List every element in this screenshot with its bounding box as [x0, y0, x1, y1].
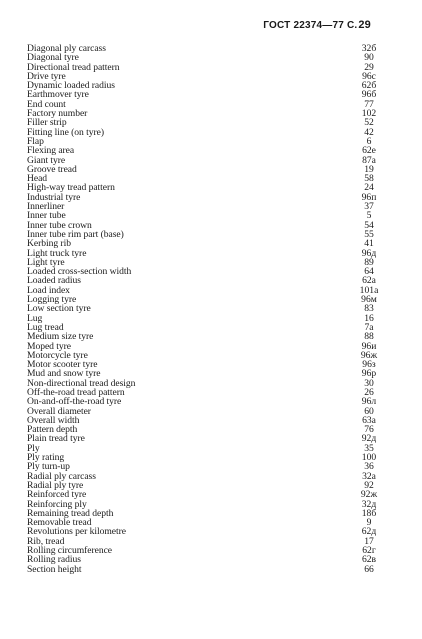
- index-ref-number: 41: [364, 238, 374, 250]
- index-term: Non-directional tread design: [27, 377, 136, 389]
- index-entry: [27, 109, 382, 118]
- index-term: Removable tread: [27, 517, 92, 529]
- index-term: Rolling radius: [27, 554, 81, 566]
- index-term: Motor scooter tyre: [27, 359, 98, 371]
- index-ref-number: 100: [361, 452, 377, 464]
- index-ref-number: 88: [364, 331, 374, 343]
- index-term: Loaded cross-section width: [27, 266, 132, 278]
- index-ref-number: 101а: [359, 284, 379, 296]
- index-term: Fitting line (on tyre): [27, 126, 104, 138]
- index-ref-number: 96з: [362, 359, 376, 371]
- index-ref-number: 87а: [362, 154, 376, 166]
- index-entry: [27, 332, 382, 341]
- index-ref-number: 102: [361, 108, 377, 120]
- index-entry: [27, 44, 382, 53]
- index-entry: [27, 276, 382, 285]
- index-term: Reinforced tyre: [27, 489, 87, 501]
- index-term: Diagonal tyre: [27, 52, 79, 64]
- index-entry: [27, 407, 382, 416]
- index-term: Rib, tread: [27, 535, 65, 547]
- index-term: Plain tread tyre: [27, 433, 85, 445]
- index-term: Loaded radius: [27, 275, 81, 287]
- index-ref-number: 17: [364, 535, 374, 547]
- index-ref-number: 77: [364, 98, 374, 110]
- index-term: Mud and snow tyre: [27, 368, 101, 380]
- index-ref-number: 36: [364, 461, 374, 473]
- index-term: Kerbing rib: [27, 238, 71, 250]
- index-term: Lug: [27, 312, 43, 324]
- index-entry: [27, 202, 382, 211]
- index-term: Dynamic loaded radius: [27, 80, 115, 92]
- index-ref-number: 76: [364, 424, 374, 436]
- index-term: Groove tread: [27, 163, 77, 175]
- index-term: Inner tube: [27, 210, 66, 222]
- index-ref-number: 19: [364, 163, 374, 175]
- index-ref-number: 96и: [361, 340, 377, 352]
- index-ref-number: 32д: [361, 498, 377, 510]
- index-term: Head: [27, 173, 48, 185]
- index-entry: [27, 453, 382, 462]
- index-term: Load index: [27, 284, 70, 296]
- index-term: Inner tube crown: [27, 219, 92, 231]
- index-term: Ply: [27, 442, 40, 454]
- index-ref-number: 96л: [361, 396, 377, 408]
- index-ref-number: 16: [364, 312, 374, 324]
- index-ref-number: 30: [364, 377, 374, 389]
- index-entry: [27, 183, 382, 192]
- term-index-list: [27, 44, 382, 574]
- index-ref-number: 62е: [362, 145, 376, 157]
- index-entry: [27, 137, 382, 146]
- index-ref-number: 55: [364, 228, 374, 240]
- index-ref-number: 18б: [361, 507, 377, 519]
- index-ref-number: 62б: [361, 80, 377, 92]
- index-term: Flap: [27, 135, 44, 147]
- index-term: Flexing area: [27, 145, 75, 157]
- standard-designation: ГОСТ 22374—77 С.: [263, 20, 358, 31]
- index-term: Revolutions per kilometre: [27, 526, 126, 538]
- index-ref-number: 35: [364, 442, 374, 454]
- index-entry: [27, 165, 382, 174]
- index-term: Logging tyre: [27, 294, 77, 306]
- index-ref-number: 92: [364, 479, 374, 491]
- index-term: Radial ply carcass: [27, 470, 96, 482]
- index-ref-number: 66: [364, 563, 374, 575]
- index-term: Motorcycle tyre: [27, 349, 88, 361]
- index-term: Diagonal ply carcass: [27, 43, 106, 54]
- page-number: 29: [358, 19, 371, 31]
- index-entry: [27, 314, 382, 323]
- index-entry: [27, 128, 382, 137]
- index-entry: [27, 565, 382, 574]
- index-ref-number: 63а: [362, 414, 376, 426]
- index-ref-number: 96м: [361, 294, 377, 306]
- index-term: Off-the-road tread pattern: [27, 386, 125, 398]
- index-term: On-and-off-the-road tyre: [27, 396, 122, 408]
- index-ref-number: 37: [364, 201, 374, 213]
- index-ref-number: 96д: [361, 247, 377, 259]
- index-ref-number: 9: [366, 517, 372, 529]
- index-term: Overall diameter: [27, 405, 91, 417]
- index-ref-number: 96б: [361, 89, 377, 101]
- index-entry: [27, 90, 382, 99]
- index-ref-number: 62д: [361, 526, 377, 538]
- index-term: Earthmover tyre: [27, 89, 89, 101]
- index-term: Factory number: [27, 108, 88, 120]
- index-ref-number: 96с: [362, 70, 376, 82]
- index-ref-number: 92д: [361, 433, 377, 445]
- index-term: Medium size tyre: [27, 331, 94, 343]
- index-entry: [27, 444, 382, 453]
- index-ref-number: 96р: [361, 368, 377, 380]
- index-term: Low section tyre: [27, 303, 91, 315]
- index-term: Pattern depth: [27, 424, 78, 436]
- index-entry: [27, 304, 382, 313]
- index-ref-number: 32а: [362, 470, 376, 482]
- index-term: Light truck tyre: [27, 247, 87, 259]
- index-term: Lug tread: [27, 321, 64, 333]
- index-term: Inner tube rim part (base): [27, 228, 124, 240]
- index-ref-number: 96п: [361, 191, 377, 203]
- index-ref-number: 42: [364, 126, 374, 138]
- index-entry: [27, 434, 382, 443]
- index-term: Giant tyre: [27, 154, 66, 166]
- index-term: Filler strip: [27, 117, 67, 129]
- index-ref-number: 6: [366, 135, 372, 147]
- index-term: Industrial tyre: [27, 191, 81, 203]
- index-entry: [27, 230, 382, 239]
- index-entry: [27, 286, 382, 295]
- index-term: Ply rating: [27, 452, 65, 464]
- index-term: Section height: [27, 563, 82, 575]
- index-ref-number: 5: [366, 210, 372, 222]
- index-ref-number: 60: [364, 405, 374, 417]
- index-ref-number: 89: [364, 256, 374, 268]
- index-ref-number: 24: [364, 182, 374, 194]
- index-entry: [27, 416, 382, 425]
- index-ref-number: 90: [364, 52, 374, 64]
- index-ref-number: 7а: [364, 321, 374, 333]
- index-ref-number: 26: [364, 386, 374, 398]
- index-ref-number: 83: [364, 303, 374, 315]
- index-ref-number: 62в: [361, 554, 377, 566]
- index-term: Reinforcing ply: [27, 498, 87, 510]
- index-term: Rolling circumference: [27, 545, 112, 557]
- index-ref-number: 54: [364, 219, 374, 231]
- index-term: High-way tread pattern: [27, 182, 115, 194]
- index-ref-number: 52: [364, 117, 374, 129]
- index-ref-number: 64: [364, 266, 374, 278]
- index-ref-number: 32б: [361, 43, 377, 54]
- index-ref-number: 58: [364, 173, 374, 185]
- index-term: Innerliner: [27, 201, 65, 213]
- index-ref-number: 92ж: [360, 489, 378, 501]
- index-ref-number: 62а: [362, 275, 376, 287]
- index-term: Ply turn-up: [27, 461, 70, 473]
- index-term: Light tyre: [27, 256, 65, 268]
- index-entry: [27, 527, 382, 536]
- index-entry: [27, 156, 382, 165]
- index-term: Drive tyre: [27, 70, 66, 82]
- index-entry: [27, 146, 382, 155]
- index-entry: [27, 63, 382, 72]
- page-header: [263, 19, 371, 31]
- index-term: End count: [27, 98, 66, 110]
- index-entry: [27, 249, 382, 258]
- index-term: Remaining tread depth: [27, 507, 114, 519]
- index-ref-number: 96ж: [360, 349, 378, 361]
- index-ref-number: 62г: [362, 545, 376, 557]
- index-term: Overall width: [27, 414, 80, 426]
- index-term: Directional tread pattern: [27, 61, 120, 73]
- index-term: Moped tyre: [27, 340, 71, 352]
- index-entry: [27, 193, 382, 202]
- index-term: Radial ply tyre: [27, 479, 84, 491]
- index-ref-number: 29: [364, 61, 374, 73]
